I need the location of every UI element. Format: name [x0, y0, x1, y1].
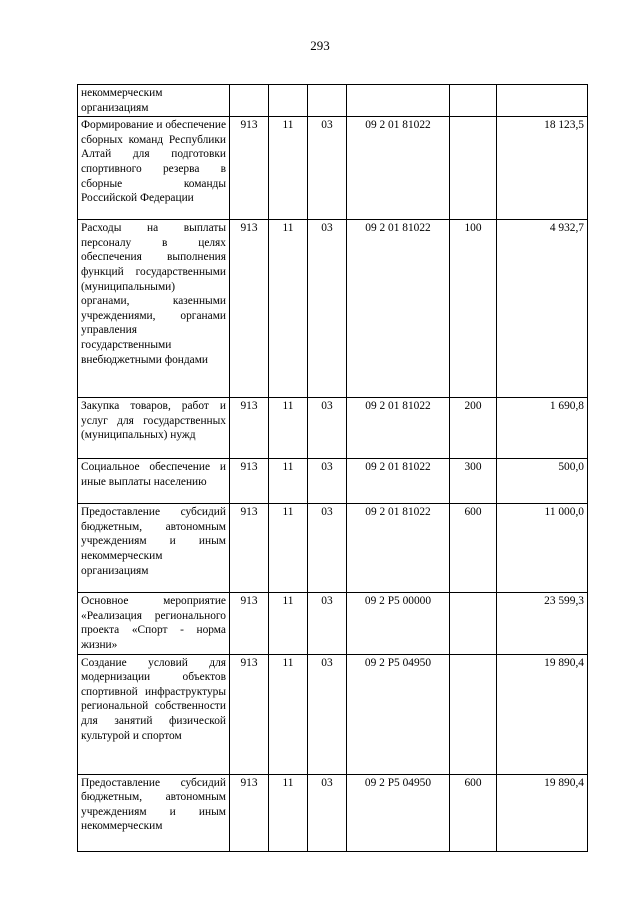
- row-name: Закупка товаров, работ и услуг для государственных (муниципальных) нужд: [78, 398, 230, 459]
- row-gr: 913: [230, 654, 269, 774]
- row-sum: 18 123,5: [497, 117, 588, 220]
- row-cs: [347, 85, 450, 117]
- row-vr: [450, 593, 497, 654]
- row-rz: 11: [269, 117, 308, 220]
- row-cs: 09 2 P5 00000: [347, 593, 450, 654]
- row-name: Создание условий для модернизации объектов спортивной инфраструктуры региональной собственности для занятий физической культурой и спортом: [78, 654, 230, 774]
- row-gr: [230, 85, 269, 117]
- table-row: [78, 504, 588, 593]
- row-pr: 03: [308, 398, 347, 459]
- row-rz: 11: [269, 504, 308, 593]
- row-name: некоммерческим организациям: [78, 85, 230, 117]
- row-sum: 500,0: [497, 459, 588, 504]
- row-name: Расходы на выплаты персоналу в целях обеспечения выполнения функций государственными (муниципальными) органами, казенными учреждениями, органами управления государственными внебюджетными фондами: [78, 220, 230, 398]
- row-vr: [450, 117, 497, 220]
- budget-table-body: [78, 85, 588, 852]
- row-gr: 913: [230, 459, 269, 504]
- row-pr: [308, 85, 347, 117]
- row-name: Формирование и обеспечение сборных команд Республики Алтай для подготовки спортивного резерва в сборные команды Российской Федерации: [78, 117, 230, 220]
- row-pr: 03: [308, 504, 347, 593]
- row-vr: [450, 654, 497, 774]
- row-vr: [450, 85, 497, 117]
- row-gr: 913: [230, 774, 269, 851]
- row-sum: 19 890,4: [497, 654, 588, 774]
- table-row: [78, 85, 588, 117]
- row-cs: 09 2 P5 04950: [347, 774, 450, 851]
- row-cs: 09 2 P5 04950: [347, 654, 450, 774]
- row-vr: 600: [450, 504, 497, 593]
- table-row: [78, 459, 588, 504]
- row-cs: 09 2 01 81022: [347, 220, 450, 398]
- row-rz: [269, 85, 308, 117]
- row-vr: 100: [450, 220, 497, 398]
- budget-table: [77, 84, 588, 852]
- table-row: [78, 117, 588, 220]
- row-sum: 1 690,8: [497, 398, 588, 459]
- page-number: 293: [310, 38, 330, 53]
- table-row: [78, 774, 588, 851]
- row-gr: 913: [230, 398, 269, 459]
- row-sum: 19 890,4: [497, 774, 588, 851]
- row-rz: 11: [269, 459, 308, 504]
- row-pr: 03: [308, 774, 347, 851]
- row-pr: 03: [308, 459, 347, 504]
- row-rz: 11: [269, 774, 308, 851]
- row-name: Социальное обеспечение и иные выплаты населению: [78, 459, 230, 504]
- row-pr: 03: [308, 654, 347, 774]
- row-cs: 09 2 01 81022: [347, 459, 450, 504]
- row-gr: 913: [230, 117, 269, 220]
- row-vr: 600: [450, 774, 497, 851]
- table-row: [78, 593, 588, 654]
- row-vr: 200: [450, 398, 497, 459]
- row-sum: 4 932,7: [497, 220, 588, 398]
- row-cs: 09 2 01 81022: [347, 398, 450, 459]
- row-cs: 09 2 01 81022: [347, 504, 450, 593]
- row-pr: 03: [308, 593, 347, 654]
- row-rz: 11: [269, 398, 308, 459]
- table-row: [78, 220, 588, 398]
- row-cs: 09 2 01 81022: [347, 117, 450, 220]
- row-gr: 913: [230, 504, 269, 593]
- row-vr: 300: [450, 459, 497, 504]
- table-row: [78, 398, 588, 459]
- row-gr: 913: [230, 220, 269, 398]
- row-sum: 11 000,0: [497, 504, 588, 593]
- row-rz: 11: [269, 593, 308, 654]
- row-name: Предоставление субсидий бюджетным, автономным учреждениям и иным некоммерческим: [78, 774, 230, 851]
- row-sum: [497, 85, 588, 117]
- row-name: Предоставление субсидий бюджетным, автономным учреждениям и иным некоммерческим организациям: [78, 504, 230, 593]
- row-pr: 03: [308, 117, 347, 220]
- row-sum: 23 599,3: [497, 593, 588, 654]
- row-pr: 03: [308, 220, 347, 398]
- row-name: Основное мероприятие «Реализация регионального проекта «Спорт - норма жизни»: [78, 593, 230, 654]
- row-rz: 11: [269, 654, 308, 774]
- row-rz: 11: [269, 220, 308, 398]
- table-row: [78, 654, 588, 774]
- row-gr: 913: [230, 593, 269, 654]
